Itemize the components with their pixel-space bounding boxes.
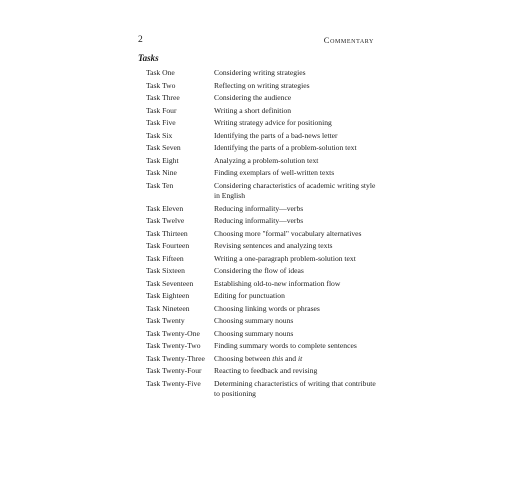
task-row: [146, 254, 380, 265]
task-description: Reacting to feedback and revising: [214, 366, 318, 376]
task-row: [146, 156, 380, 167]
task-name: Task Five: [146, 118, 176, 127]
task-description-part: and: [283, 353, 298, 363]
task-name: Task Eleven: [146, 203, 184, 213]
task-name: Task Twenty-Four: [146, 366, 202, 376]
task-description: Revising sentences and analyzing texts: [214, 241, 333, 251]
task-row: [146, 279, 380, 290]
task-description: Finding exemplars of well-written texts: [214, 168, 335, 177]
task-row: [146, 81, 380, 92]
task-row: [146, 379, 380, 400]
task-description: Establishing old-to-new information flow: [214, 278, 341, 288]
task-description: Identifying the parts of a bad-news letter: [214, 130, 338, 140]
task-row: [146, 341, 380, 352]
task-name: Task Nineteen: [146, 303, 190, 313]
task-description: Identifying the parts of a problem-solution text: [214, 143, 357, 152]
task-row: [146, 204, 380, 215]
task-name: Task Thirteen: [146, 228, 188, 238]
task-name: Task Twenty-Two: [146, 341, 201, 351]
task-row: [146, 266, 380, 277]
task-name: Task Twenty: [146, 316, 185, 326]
task-row: [146, 106, 380, 117]
task-name: Task Seventeen: [146, 278, 194, 288]
task-row: [146, 329, 380, 340]
task-row: [146, 131, 380, 142]
task-name: Task Twenty-Five: [146, 378, 201, 388]
task-name: Task Twelve: [146, 216, 185, 226]
task-row: [146, 304, 380, 315]
task-description: [214, 354, 380, 365]
task-description-emphasis: it: [297, 353, 303, 363]
task-row: [146, 143, 380, 154]
task-description: Choosing linking words or phrases: [214, 303, 320, 313]
task-description: Considering characteristics of academic writing style in English: [214, 180, 376, 201]
task-name: Task Four: [146, 105, 177, 115]
task-name: Task Fifteen: [146, 253, 184, 263]
task-row: [146, 68, 380, 79]
task-name: Task Three: [146, 93, 180, 102]
task-name: Task One: [146, 68, 175, 77]
task-description: Writing a one-paragraph problem-solution text: [214, 253, 356, 263]
task-name: Task Ten: [146, 180, 174, 190]
task-description: Determining characteristics of writing that contribute to positioning: [214, 378, 376, 399]
task-name: Task Seven: [146, 143, 181, 152]
task-name: Task Six: [146, 130, 173, 140]
page-number: 2: [138, 35, 143, 45]
task-list: [146, 68, 380, 402]
task-description: Editing for punctuation: [214, 291, 285, 301]
task-description: Reducing informality—verbs: [214, 203, 304, 213]
task-description: Writing a short definition: [214, 105, 292, 115]
task-name: Task Eighteen: [146, 291, 190, 301]
task-description: Considering writing strategies: [214, 68, 306, 77]
task-row: [146, 93, 380, 104]
task-description: Considering the flow of ideas: [214, 266, 304, 276]
task-row: [146, 366, 380, 377]
task-description-part: Choosing between: [214, 353, 273, 363]
task-description: Choosing summary nouns: [214, 316, 294, 326]
task-description: Choosing more "formal" vocabulary alternatives: [214, 228, 362, 238]
task-row: [146, 168, 380, 179]
task-name: Task Eight: [146, 155, 179, 165]
task-description: Analyzing a problem-solution text: [214, 155, 319, 165]
task-name: Task Twenty-Three: [146, 353, 205, 363]
task-row: [146, 181, 380, 202]
task-row: [146, 118, 380, 129]
task-row: [146, 354, 380, 365]
task-name: Task Fourteen: [146, 241, 190, 251]
task-row: [146, 241, 380, 252]
task-row: [146, 229, 380, 240]
section-heading: Tasks: [138, 53, 159, 63]
task-description: Considering the audience: [214, 93, 292, 102]
task-description: Writing strategy advice for positioning: [214, 118, 332, 127]
task-description: Reducing informality—verbs: [214, 216, 304, 226]
task-row: [146, 216, 380, 227]
task-name: Task Nine: [146, 168, 177, 177]
task-name: Task Sixteen: [146, 266, 185, 276]
task-description: Finding summary words to complete sentences: [214, 341, 357, 351]
task-name: Task Twenty-One: [146, 328, 200, 338]
task-name: Task Two: [146, 80, 176, 90]
task-description: Reflecting on writing strategies: [214, 80, 310, 90]
running-head: Commentary: [323, 35, 374, 45]
task-row: [146, 291, 380, 302]
task-description-emphasis: this: [272, 353, 284, 363]
task-description: Choosing summary nouns: [214, 328, 294, 338]
task-row: [146, 316, 380, 327]
